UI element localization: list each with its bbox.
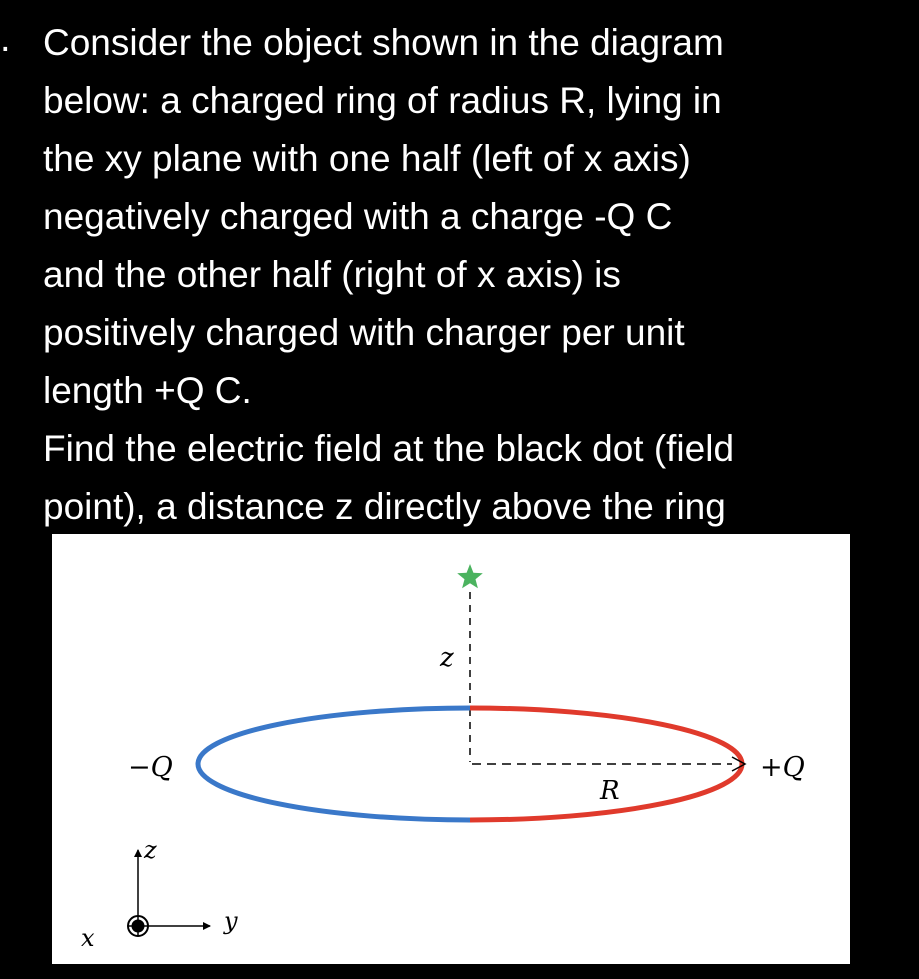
height-label: z xyxy=(440,643,454,673)
star-icon xyxy=(457,564,483,588)
question-line-1: Consider the object shown in the diagram xyxy=(43,22,724,63)
question-text xyxy=(43,14,903,536)
question-line-7: length +Q C. xyxy=(43,370,252,411)
ring-negative-half xyxy=(198,708,470,820)
ring-diagram-svg xyxy=(52,534,850,964)
radius-label: R xyxy=(600,776,620,806)
question-line-9: point), a distance z directly above the ring xyxy=(43,486,726,527)
question-line-6: positively charged with charger per unit xyxy=(43,312,685,353)
y-axis-label: y xyxy=(224,907,238,935)
positive-charge-label: +Q xyxy=(760,752,805,783)
question-line-5: and the other half (right of x axis) is xyxy=(43,254,621,295)
question-line-8: Find the electric field at the black dot (field xyxy=(43,428,735,469)
ring-diagram xyxy=(52,534,850,964)
question-line-3: the xy plane with one half (left of x axis) xyxy=(43,138,691,179)
negative-charge-label: −Q xyxy=(128,752,173,783)
question-line-4: negatively charged with a charge -Q C xyxy=(43,196,673,237)
question-line-2: below: a charged ring of radius R, lying in xyxy=(43,80,722,121)
list-bullet: . xyxy=(0,18,11,60)
z-axis-label: z xyxy=(144,836,157,864)
x-axis-label: x xyxy=(81,924,95,952)
